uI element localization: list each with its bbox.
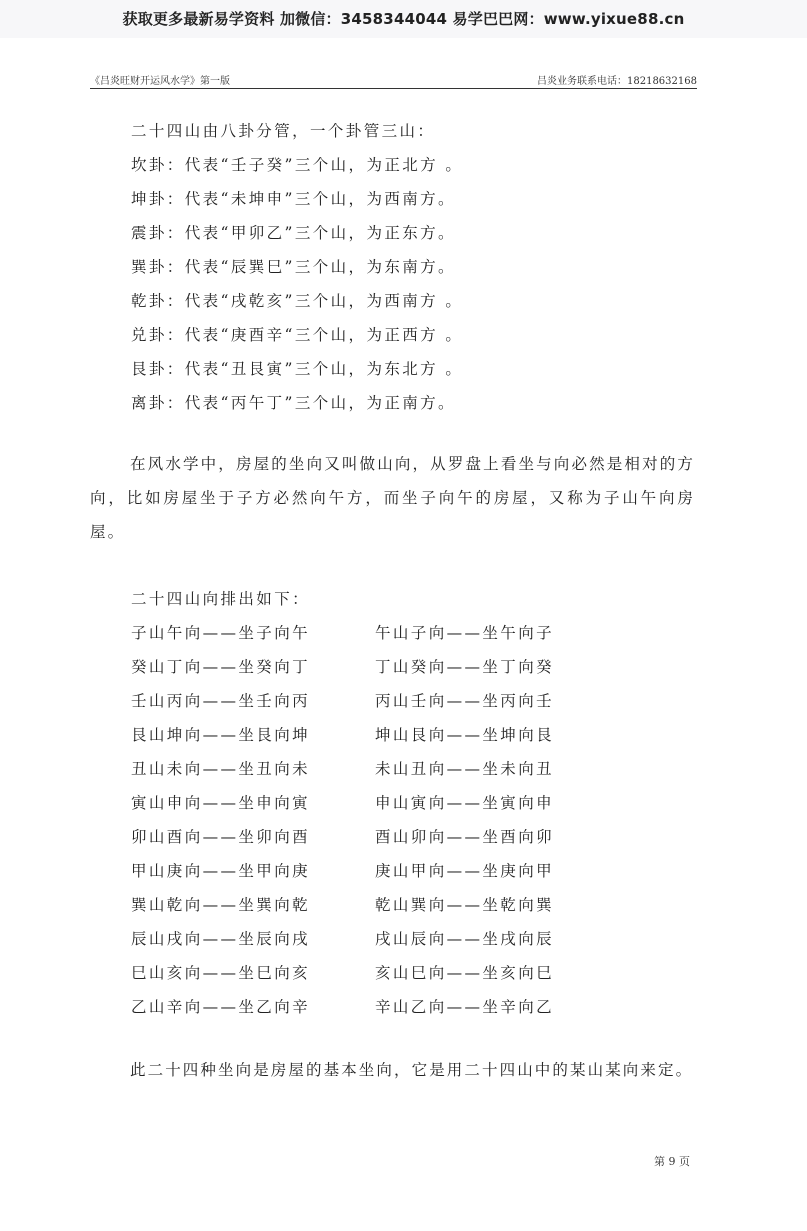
direction-right: 午山子向——坐午向子 xyxy=(375,624,555,642)
direction-right: 坤山艮向——坐坤向艮 xyxy=(375,726,555,744)
direction-left: 壬山丙向——坐壬向丙 xyxy=(131,692,311,710)
paragraph-basic-directions: 此二十四种坐向是房屋的基本坐向，它是用二十四山中的某山某向来定。 xyxy=(130,1061,694,1079)
direction-right: 酉山卯向——坐酉向卯 xyxy=(375,828,555,846)
trigram-line: 坤卦：代表“未坤申”三个山，为西南方。 xyxy=(131,190,456,208)
direction-right: 丙山壬向——坐丙向壬 xyxy=(375,692,555,710)
trigram-line: 巽卦：代表“辰巽巳”三个山，为东南方。 xyxy=(131,258,456,276)
direction-right: 亥山巳向——坐亥向巳 xyxy=(375,964,555,982)
trigram-line: 离卦：代表“丙午丁”三个山，为正南方。 xyxy=(131,394,456,412)
intro-line: 二十四山由八卦分管，一个卦管三山： xyxy=(131,122,436,140)
direction-left: 癸山丁向——坐癸向丁 xyxy=(131,658,311,676)
direction-right: 申山寅向——坐寅向申 xyxy=(375,794,555,812)
trigram-line: 震卦：代表“甲卯乙”三个山，为正东方。 xyxy=(131,224,456,242)
direction-left: 甲山庚向——坐甲向庚 xyxy=(131,862,311,880)
direction-left: 辰山戌向——坐辰向戌 xyxy=(131,930,311,948)
book-title: 《吕炎旺财开运风水学》第一版 xyxy=(90,76,230,87)
direction-right: 乾山巽向——坐乾向巽 xyxy=(375,896,555,914)
direction-left: 艮山坤向——坐艮向坤 xyxy=(131,726,311,744)
trigram-line: 兑卦：代表“庚酉辛“三个山，为正西方 。 xyxy=(131,326,464,344)
trigram-line: 乾卦：代表“戌乾亥”三个山，为西南方 。 xyxy=(131,292,464,310)
direction-left: 巳山亥向——坐巳向亥 xyxy=(131,964,311,982)
contact-phone: 吕炎业务联系电话：18218632168 xyxy=(537,76,697,87)
direction-left: 巽山乾向——坐巽向乾 xyxy=(131,896,311,914)
direction-left: 乙山辛向——坐乙向辛 xyxy=(131,998,311,1016)
direction-right: 未山丑向——坐未向丑 xyxy=(375,760,555,778)
direction-left: 丑山未向——坐丑向未 xyxy=(131,760,311,778)
paragraph-shan-xiang: 在风水学中，房屋的坐向又叫做山向，从罗盘上看坐与向必然是相对的方向，比如房屋坐于子方必然向午方，而坐子向午的房屋，又称为子山午向房屋。 xyxy=(90,455,695,541)
page-number: 第 9 页 xyxy=(654,1155,690,1168)
direction-right: 丁山癸向——坐丁向癸 xyxy=(375,658,555,676)
trigram-line: 艮卦：代表“丑艮寅”三个山，为东北方 。 xyxy=(131,360,464,378)
trigram-line: 坎卦：代表“壬子癸”三个山，为正北方 。 xyxy=(131,156,464,174)
direction-left: 子山午向——坐子向午 xyxy=(131,624,311,642)
direction-right: 戌山辰向——坐戌向辰 xyxy=(375,930,555,948)
direction-left: 寅山申向——坐申向寅 xyxy=(131,794,311,812)
direction-right: 庚山甲向——坐庚向甲 xyxy=(375,862,555,880)
top-banner: 获取更多最新易学资料 加微信：3458344044 易学巴巴网：www.yixue88.cn xyxy=(122,10,685,28)
list-title: 二十四山向排出如下： xyxy=(131,590,311,608)
direction-right: 辛山乙向——坐辛向乙 xyxy=(375,998,555,1016)
direction-left: 卯山酉向——坐卯向酉 xyxy=(131,828,311,846)
